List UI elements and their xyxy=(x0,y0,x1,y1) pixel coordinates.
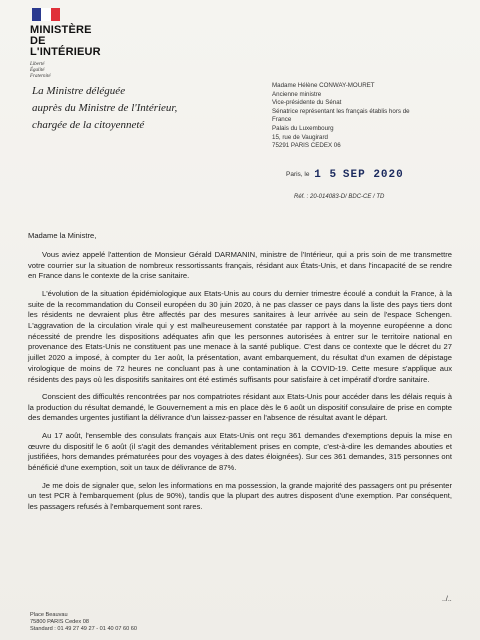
recipient-line: Madame Hélène CONWAY-MOURET xyxy=(272,82,375,89)
ministry-name-line1: MINISTÈRE xyxy=(30,24,92,36)
sender-line: La Ministre déléguée xyxy=(32,85,126,97)
recipient-line: 15, rue de Vaugirard xyxy=(272,133,328,141)
recipient-line: Vice-présidente du Sénat xyxy=(272,99,342,107)
footer-address xyxy=(30,612,137,634)
letter-body xyxy=(28,250,452,519)
ministry-name-line2: DE L'INTÉRIEUR xyxy=(30,35,101,58)
continuation-mark: ../.. xyxy=(442,596,452,603)
recipient-line: France xyxy=(272,116,292,124)
date-prefix: Paris, le xyxy=(286,171,310,178)
recipient-line: Palais du Luxembourg xyxy=(272,124,334,132)
body-paragraph: Je me dois de signaler que, selon les informations en ma possession, la grande majorité des passagers ont pu présenter un test PCR à l'embarquement (plus de 90%), tandis que la plupart des autres disposent d'une exemption. Par conséquent, les passagers refusés à l'embarquement sont rares. xyxy=(28,480,452,511)
date-stamp-day: 1 5 xyxy=(314,169,338,181)
recipient-line: 75291 PARIS CEDEX 06 xyxy=(272,142,341,150)
footer-line: 75800 PARIS Cedex 08 xyxy=(30,619,89,626)
body-paragraph: L'évolution de la situation épidémiologique aux Etats-Unis au cours du dernier trimestre écoulé a conduit la France, à la suite de la recommandation du Conseil européen du 30 juin 2020, à ne pas classer ce pays dans la liste des pays tiers dont les résidents ne devraient plus être affectés par des mesures sanitaires à leur arrivée au sein de l'espace Schengen. L'aggravation de la circulation virale qui y est malheureusement constatée par rapport à la moyenne européenne a donc nécessité de prendre les dispositions adéquates afin que les personnes autorisées à entrer sur le territoire national en provenance des Etats-Unis ne constituent pas une menace à la santé publique. C'est dans ce contexte que le décret du 27 juillet 2020 a imposé, à compter du 1er août, la présentation, avant embarquement, du résultat d'un examen de dépistage virologique de moins de 72 heures ne concluant pas à une contamination à la COVID-19. Cette mesure s'applique aux résidents des pays où les dispositifs sanitaires ont été estimés suffisants pour satisfaire à cet impératif d'ordre sanitaire. xyxy=(28,288,452,384)
footer-line: Standard : 01 49 27 49 27 - 01 40 07 60 60 xyxy=(30,626,137,633)
motto-fraternite: Fraternité xyxy=(30,74,51,79)
reference-number: Réf. : 20-014083-D/ BDC-CE / TD xyxy=(294,194,385,200)
footer-line: Place Beauvau xyxy=(30,612,68,618)
recipient-address xyxy=(272,82,410,151)
french-flag-icon xyxy=(32,8,60,21)
republic-motto xyxy=(30,62,110,80)
ministry-logo xyxy=(30,8,110,80)
ministry-name xyxy=(30,25,110,58)
recipient-line: Ancienne ministre xyxy=(272,90,322,98)
motto-liberte: Liberté xyxy=(30,62,45,67)
sender-line: chargée de la citoyenneté xyxy=(32,119,145,131)
body-paragraph: Vous aviez appelé l'attention de Monsieur Gérald DARMANIN, ministre de l'Intérieur, qui a pris soin de me transmettre votre courrier sur la situation de nombreux ressortissants français, résidant aux États-Unis, et dans l'incapacité de se rendre en France dans le contexte de la crise sanitaire. xyxy=(28,250,452,281)
sender-block xyxy=(32,83,177,134)
date-line xyxy=(286,169,404,181)
body-paragraph: Conscient des difficultés rencontrées par nos compatriotes résidant aux Etats-Unis pour accéder dans les délais requis à la production du résultat demandé, le Gouvernement a mis en place dès le 6 août un dispositif consulaire de prise en compte des demandes urgentes justifiant la délivrance d'un laissez-passer en l'absence de résultat avant le départ. xyxy=(28,392,452,423)
recipient-line: Sénatrice représentant les français établis hors de xyxy=(272,107,410,115)
date-stamp-month-year: SEP 2020 xyxy=(342,169,404,181)
motto-egalite: Égalité xyxy=(30,68,45,73)
sender-line: auprès du Ministre de l'Intérieur, xyxy=(32,102,178,114)
body-paragraph: Au 17 août, l'ensemble des consulats français aux Etats-Unis ont reçu 361 demandes d'exemptions depuis la mise en œuvre du dispositif le 6 août (il s'agit des demandes véritablement prises en compte, c'est-à-dire les demandes abouties et justifiées, hors demandes prématurées pour des voyages à des dates éloignées). Sur ces 361 demandes, 315 personnes ont bénéficié d'une exemption, soit un taux de délivrance de 87%. xyxy=(28,430,452,473)
salutation: Madame la Ministre, xyxy=(28,231,97,240)
